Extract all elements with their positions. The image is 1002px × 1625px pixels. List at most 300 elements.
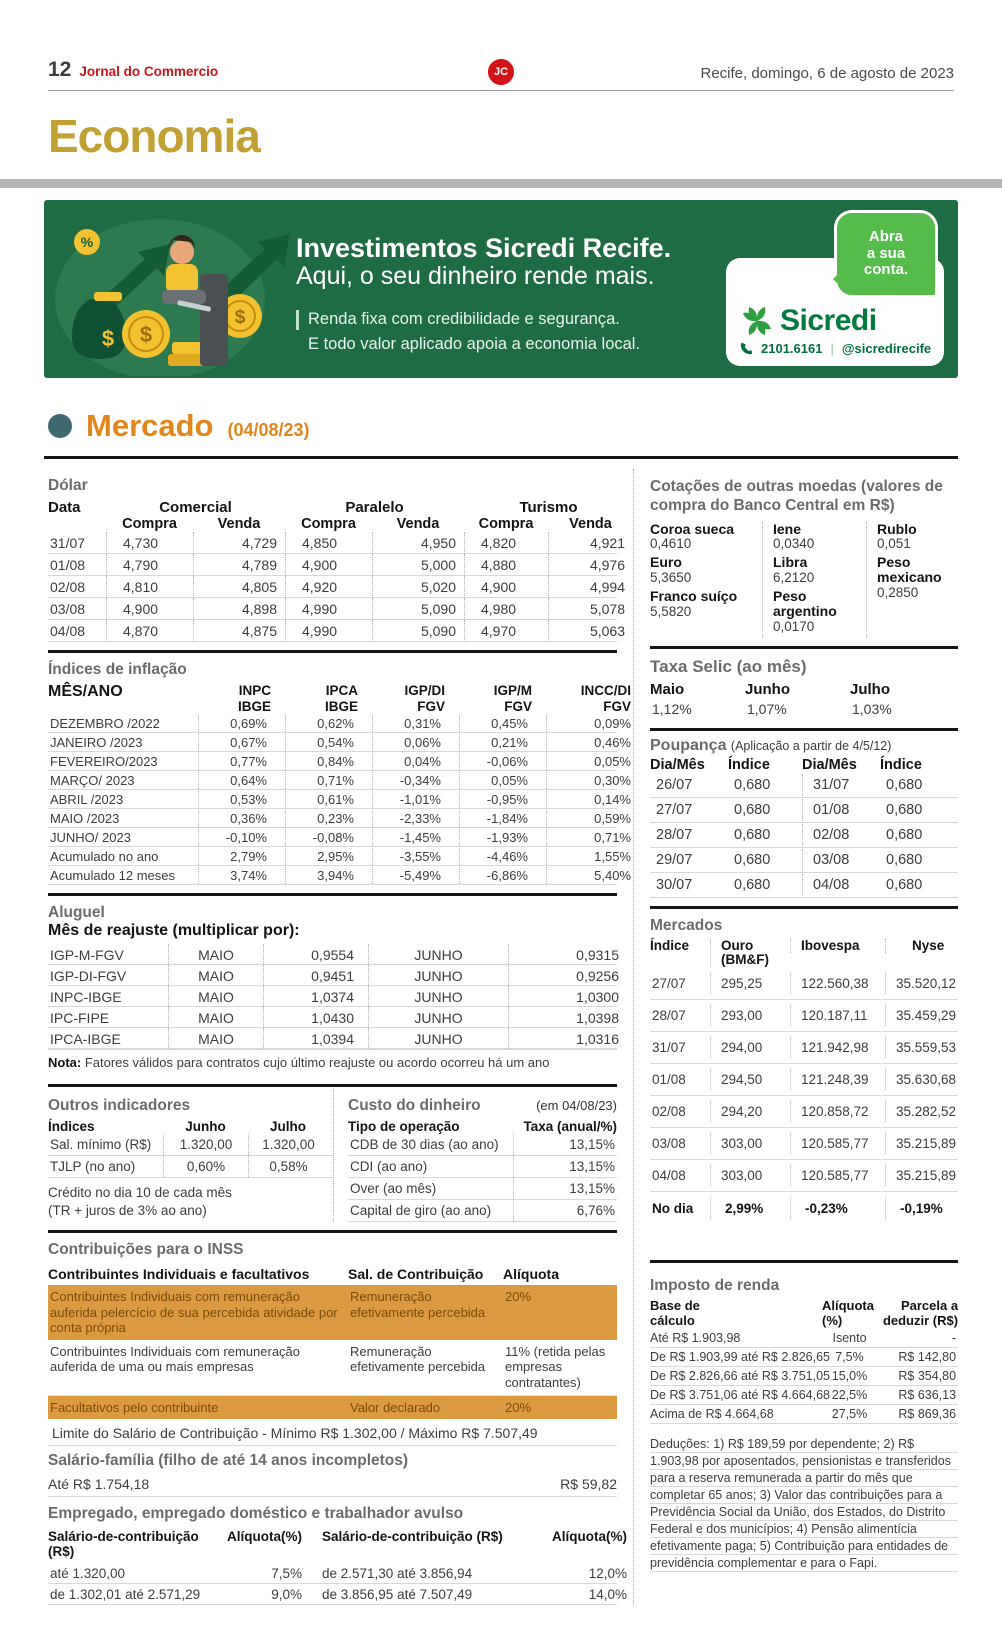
table-cell: 294,00	[710, 1037, 790, 1058]
table-cell: CDB de 30 dias (ao ano)	[350, 1137, 499, 1153]
table-cell: 7,5%	[271, 1566, 302, 1582]
table-row	[348, 1134, 617, 1156]
empregado-title: Empregado, empregado doméstico e trabalhador avulso	[48, 1505, 464, 1523]
table-cell: 35.630,68	[885, 1069, 958, 1090]
table-cell: -2,33%	[372, 810, 459, 827]
table-cell: JUNHO	[368, 986, 508, 1008]
table-cell: MARÇO/ 2023	[50, 772, 135, 788]
col-header-julho: Julho	[270, 1119, 306, 1135]
table-cell: MAIO	[168, 1028, 263, 1050]
col-header-dia-mes: Dia/Mês	[802, 756, 857, 773]
subheader-venda: Venda	[569, 516, 612, 532]
masthead-rule	[48, 90, 954, 91]
ad-line-2: E todo valor aplicado apoia a economia local.	[308, 334, 641, 353]
table-cell: JUNHO	[368, 1028, 508, 1050]
table-cell: 0,30%	[546, 772, 633, 789]
table-cell: Acumulado no ano	[50, 848, 159, 864]
subheader-compra: Compra	[478, 516, 534, 532]
table-cell: 1,0394	[263, 1028, 368, 1050]
table-row	[48, 576, 625, 598]
ad-phone[interactable]: 2101.6161	[761, 341, 823, 356]
empregado-table	[48, 1563, 627, 1605]
table-row	[650, 773, 958, 798]
table-cell: 4,790	[106, 554, 193, 576]
table-cell: 0,69%	[198, 715, 285, 732]
table-cell: -0,95%	[459, 791, 546, 808]
table-cell: 03/08	[802, 849, 880, 871]
col-header-aliquota: Alíquota (%)	[822, 1298, 874, 1329]
table-cell: -0,34%	[372, 772, 459, 789]
currency-name: Libra	[773, 554, 808, 571]
table-row	[650, 848, 958, 873]
table-cell: de 2.571,30 até 3.856,94	[322, 1566, 473, 1582]
table-cell: 0,23%	[285, 810, 372, 827]
table-cell: 12,0%	[588, 1566, 627, 1582]
table-cell: 4,730	[106, 532, 193, 554]
mercados-section	[650, 917, 958, 1225]
ad-headline: Investimentos Sicredi Recife.	[296, 233, 672, 263]
table-cell: 5,090	[372, 620, 464, 642]
table-cell: FEVEREIRO/2023	[50, 753, 158, 769]
table-cell: 27/07	[656, 801, 693, 818]
col-header-aliquota: Alíquota(%)	[227, 1529, 302, 1545]
table-cell: 35.282,52	[885, 1101, 958, 1122]
table-cell: 0,9554	[263, 944, 368, 966]
currency-value: 0,051	[877, 536, 911, 552]
outros-footnote: Crédito no dia 10 de cada mês (TR + juros de 3% ao ano)	[48, 1185, 232, 1219]
table-cell: 4,900	[285, 554, 372, 576]
currency-value: 0,2850	[877, 584, 919, 600]
table-cell: 120.585,77	[790, 1133, 885, 1154]
inss-row-highlight: Contribuintes Individuais com remuneração auferida pelercício de sua percebida atividade por conta própria Remuneração efetivamente percebida 20%	[48, 1285, 617, 1340]
page-number: 12	[48, 58, 72, 81]
table-row	[650, 1064, 958, 1096]
table-cell: 4,900	[464, 576, 548, 598]
bubble-line: a sua	[866, 244, 906, 262]
mercado-date: (04/08/23)	[227, 420, 310, 440]
table-cell: CDI (ao ano)	[350, 1159, 428, 1175]
table-row	[650, 1329, 958, 1348]
table-cell: 0,59%	[546, 810, 633, 827]
table-cell: 0,14%	[546, 791, 633, 808]
table-row	[650, 1386, 958, 1405]
ad-cta-bubble[interactable]	[834, 210, 938, 298]
salario-familia-title: Salário-família (filho de até 14 anos incompletos)	[48, 1452, 409, 1470]
col-header-julho: Julho	[850, 680, 890, 698]
inss-limite: Limite do Salário de Contribuição - Mínimo R$ 1.302,00 / Máximo R$ 7.507,49	[48, 1419, 617, 1446]
sicredi-ad[interactable]	[44, 200, 958, 378]
col-header-igpdi: IGP/DI FGV	[404, 683, 445, 714]
aluguel-table	[48, 944, 617, 1049]
table-cell: 2,79%	[198, 848, 285, 865]
table-cell: MAIO /2023	[50, 810, 120, 826]
table-cell: 4,789	[193, 554, 285, 576]
table-cell: 02/08	[50, 579, 86, 595]
custo-title: Custo do dinheiro	[348, 1097, 481, 1115]
table-row	[650, 1405, 958, 1424]
sicredi-logo	[740, 304, 877, 338]
table-cell: IGP-DI-FGV	[50, 968, 127, 985]
sicredi-wordmark: Sicredi	[780, 304, 877, 337]
aluguel-section	[48, 904, 617, 1076]
inss-section	[48, 1241, 627, 1605]
col-header-junho: Junho	[185, 1119, 226, 1135]
currency-name: Iene	[773, 520, 802, 537]
table-cell: 4,810	[106, 576, 193, 598]
mercado-title: Mercado	[86, 408, 214, 443]
moedas-column	[650, 522, 762, 638]
table-cell: 1,0300	[508, 986, 633, 1008]
table-cell: 0,05%	[459, 772, 546, 789]
table-cell: 0,9315	[508, 944, 633, 966]
col-header-indice: Índice	[728, 756, 770, 773]
table-cell: 01/08	[802, 799, 880, 821]
table-cell: 22,5%	[831, 1388, 868, 1403]
table-cell: 1,0398	[508, 1007, 633, 1029]
table-cell: JANEIRO /2023	[50, 734, 143, 750]
table-cell: 294,50	[710, 1069, 790, 1090]
table-cell: 13,15%	[513, 1156, 617, 1177]
col-header-base: Base de cálculo	[650, 1298, 700, 1329]
table-cell: INPC-IBGE	[50, 989, 122, 1006]
table-cell: 0,67%	[198, 734, 285, 751]
table-row	[650, 1128, 958, 1160]
table-cell: -4,46%	[459, 848, 546, 865]
table-cell: 4,920	[285, 576, 372, 598]
table-cell: 31/07	[652, 1040, 686, 1056]
table-cell: 4,898	[193, 598, 285, 620]
inflacao-section	[48, 661, 631, 885]
table-cell: De R$ 1.903,99 até R$ 2.826,65	[650, 1350, 830, 1365]
col-header-comercial: Comercial	[159, 499, 232, 516]
table-cell: 0,05%	[546, 753, 633, 770]
table-row	[650, 1032, 958, 1064]
col-header-indice: Índice	[650, 937, 690, 953]
table-cell: 4,880	[464, 554, 548, 576]
table-cell: 0,680	[886, 826, 923, 843]
table-cell: 1,0374	[263, 986, 368, 1008]
table-cell: 0,62%	[285, 715, 372, 732]
col-header-aliquota: Alíquota	[503, 1266, 559, 1283]
table-row	[48, 620, 625, 642]
table-row	[48, 771, 631, 790]
table-cell: 4,994	[548, 576, 633, 598]
currency-value: 5,3650	[650, 570, 692, 586]
table-cell: 35.559,53	[885, 1037, 958, 1058]
col-header-sal-contribuicao: Sal. de Contribuição	[348, 1266, 484, 1283]
table-cell: -1,01%	[372, 791, 459, 808]
jc-logo: JC	[485, 56, 517, 88]
imposto-title: Imposto de renda	[650, 1277, 780, 1295]
section-rule	[650, 906, 958, 909]
col-header-maio: Maio	[650, 680, 685, 698]
svg-text:$: $	[101, 326, 115, 351]
table-cell: -0,08%	[285, 829, 372, 846]
table-cell: 27,5%	[831, 1407, 868, 1422]
table-cell: 5,020	[372, 576, 464, 598]
inflacao-table	[48, 714, 631, 885]
table-cell: 295,25	[710, 973, 790, 994]
table-cell: 303,00	[710, 1133, 790, 1154]
table-cell: 120.858,72	[790, 1101, 885, 1122]
table-cell: -5,49%	[372, 867, 459, 884]
poupanca-table	[650, 773, 958, 898]
table-cell: 303,00	[710, 1165, 790, 1186]
col-header-nyse: Nyse	[885, 939, 958, 954]
table-row	[48, 1134, 333, 1156]
table-cell: 30/07	[656, 876, 693, 893]
table-cell: R$ 636,13	[898, 1388, 957, 1403]
mercados-no-dia-row: No dia 2,99% -0,23% -0,19%	[650, 1192, 958, 1224]
table-cell: JUNHO/ 2023	[50, 829, 131, 845]
table-cell: R$ 869,36	[898, 1407, 957, 1422]
table-cell: 5,090	[372, 598, 464, 620]
table-cell: -0,10%	[198, 829, 285, 846]
table-cell: 35.215,89	[885, 1133, 958, 1154]
table-cell: JUNHO	[368, 1007, 508, 1029]
ad-line-1: Renda fixa com credibilidade e segurança.	[308, 310, 620, 329]
table-cell: 04/08	[802, 874, 880, 896]
table-cell: 0,64%	[198, 772, 285, 789]
subheader-compra: Compra	[301, 516, 356, 532]
table-row	[650, 873, 958, 898]
table-cell: 4,850	[285, 532, 372, 554]
table-cell: -1,93%	[459, 829, 546, 846]
selic-section	[650, 657, 958, 720]
selic-value: 1,03%	[852, 700, 892, 717]
masthead	[0, 0, 1002, 91]
table-cell: 0,680	[886, 876, 923, 893]
table-cell: 5,000	[372, 554, 464, 576]
table-row	[348, 1200, 617, 1222]
table-cell: 29/07	[656, 851, 693, 868]
table-cell: -1,84%	[459, 810, 546, 827]
table-cell: 0,46%	[546, 734, 633, 751]
table-cell: IPC-FIPE	[50, 1010, 110, 1027]
selic-title: Taxa Selic (ao mês)	[650, 656, 807, 676]
table-row	[48, 1156, 333, 1178]
table-cell: 0,680	[734, 776, 771, 793]
table-row	[48, 986, 617, 1007]
bubble-line: conta.	[863, 261, 909, 279]
table-cell: 3,74%	[198, 867, 285, 884]
table-cell: 0,60%	[163, 1156, 248, 1177]
table-cell: 121.942,98	[790, 1037, 885, 1058]
mercados-title: Mercados	[650, 916, 723, 934]
table-cell: 4,980	[464, 598, 548, 620]
table-cell: MAIO	[168, 965, 263, 987]
table-cell: 0,680	[886, 801, 923, 818]
table-row	[48, 532, 625, 554]
table-cell: 0,09%	[546, 715, 633, 732]
currency-value: 6,2120	[773, 570, 815, 586]
table-row	[48, 1007, 617, 1028]
col-header-parcela: Parcela a deduzir (R$)	[882, 1298, 959, 1329]
table-cell: até 1.320,00	[50, 1566, 126, 1582]
subheader-venda: Venda	[217, 516, 261, 532]
table-cell: 27/07	[652, 976, 686, 992]
indicadores-custo-section	[48, 1089, 617, 1222]
currency-name: Peso argentino	[773, 588, 837, 619]
table-row	[650, 1160, 958, 1192]
table-row	[48, 752, 631, 771]
poupanca-title: Poupança (Aplicação a partir de 4/5/12)	[650, 736, 892, 754]
col-header-ouro: Ouro (BM&F)	[710, 939, 774, 969]
col-header-dia-mes: Dia/Mês	[650, 756, 705, 773]
table-cell: MAIO	[168, 1007, 263, 1029]
table-row	[650, 823, 958, 848]
table-row	[348, 1156, 617, 1178]
table-cell: 0,04%	[372, 753, 459, 770]
table-cell: 03/08	[652, 1136, 686, 1152]
table-cell: 26/07	[656, 776, 693, 793]
deducoes-note: Deduções: 1) R$ 189,59 por dependente; 2) R$ 1.903,98 por aposentados, pensionistas e transferidos para a reserva remunerada a partir do mês que completar 65 anos; 3) Valor das contribuições para a Previdência Social da União, dos Estados, do Distrito Federal e dos municípios; 4) Pensão alimentícia efetivamente paga; 5) Contribuição para entidades de previdência complementar e para o Fapi.	[650, 1436, 958, 1572]
ad-separator: |	[830, 341, 834, 356]
table-row	[48, 714, 631, 733]
table-cell: 4,805	[193, 576, 285, 598]
table-row	[650, 1096, 958, 1128]
table-row	[48, 847, 631, 866]
table-cell: 7,5%	[835, 1350, 864, 1365]
table-cell: 293,00	[710, 1005, 790, 1026]
currency-value: 0,0170	[773, 618, 815, 634]
col-header-data: Data	[48, 499, 81, 516]
table-cell: 0,21%	[459, 734, 546, 751]
table-cell: -6,86%	[459, 867, 546, 884]
table-cell: 0,45%	[459, 715, 546, 732]
ad-social-handle[interactable]: @sicredirecife	[841, 341, 932, 356]
newspaper-name: Jornal do Commercio	[79, 64, 219, 79]
table-cell: De R$ 3.751,06 até R$ 4.664,68	[650, 1388, 830, 1403]
table-cell: Acima de R$ 4.664,68	[650, 1407, 774, 1422]
table-cell: Acumulado 12 meses	[50, 867, 176, 883]
section-title: Economia	[48, 110, 260, 162]
table-cell: Sal. mínimo (R$)	[50, 1137, 152, 1153]
table-row	[48, 965, 617, 986]
table-row	[650, 1000, 958, 1032]
table-cell: IGP-M-FGV	[50, 947, 124, 964]
selic-value: 1,07%	[747, 700, 787, 717]
table-cell: Até R$ 1.903,98	[650, 1331, 741, 1346]
table-cell: 294,20	[710, 1101, 790, 1122]
salario-familia-row: Até R$ 1.754,18 R$ 59,82	[48, 1474, 617, 1497]
sicredi-pinwheel-icon	[740, 304, 774, 338]
table-cell: 03/08	[50, 601, 86, 617]
custo-table	[348, 1134, 617, 1222]
table-cell: De R$ 2.826,66 até R$ 3.751,05	[650, 1369, 830, 1384]
col-header-taxa: Taxa (anual/%)	[523, 1119, 617, 1135]
svg-text:%: %	[80, 234, 94, 250]
ad-illustration	[50, 204, 295, 376]
table-cell: 1.320,00	[248, 1134, 328, 1155]
table-cell: 01/08	[652, 1072, 686, 1088]
table-row	[48, 598, 625, 620]
table-cell: Over (ao mês)	[350, 1181, 437, 1197]
col-header-indices: Índices	[48, 1119, 95, 1135]
mercado-header	[0, 378, 1002, 454]
table-cell: 120.187,11	[790, 1005, 885, 1026]
table-cell: TJLP (no ano)	[50, 1159, 136, 1175]
table-row	[48, 809, 631, 828]
table-cell: 5,063	[548, 620, 633, 642]
aluguel-title: Aluguel	[48, 904, 105, 922]
section-rule	[650, 1260, 958, 1263]
table-row	[650, 968, 958, 1000]
currency-value: 0,4610	[650, 536, 692, 552]
inss-row: Contribuintes Individuais com remuneração auferida de uma ou mais empresas Remuneração efetivamente percebida 11% (retida pelas empresas contratantes)	[48, 1340, 617, 1396]
ad-subheadline: Aqui, o seu dinheiro rende mais.	[296, 262, 655, 291]
table-cell: 0,9451	[263, 965, 368, 987]
table-cell: 0,77%	[198, 753, 285, 770]
phone-icon	[740, 342, 753, 355]
table-cell: 0,06%	[372, 734, 459, 751]
table-cell: 0,680	[886, 776, 923, 793]
custo-do-dinheiro	[333, 1089, 617, 1222]
moedas-column	[762, 522, 866, 638]
table-cell: 13,15%	[513, 1178, 617, 1199]
table-cell: 0,680	[734, 851, 771, 868]
col-header-contribuintes: Contribuintes Individuais e facultativos	[48, 1266, 310, 1283]
table-cell: 4,875	[193, 620, 285, 642]
currency-name: Rublo	[877, 520, 917, 537]
svg-text:$: $	[139, 322, 153, 347]
table-cell: 0,53%	[198, 791, 285, 808]
imposto-table	[650, 1329, 958, 1424]
table-cell: Isento	[832, 1331, 867, 1346]
moedas-section	[650, 477, 958, 638]
col-header-ipca: IPCA IBGE	[324, 683, 358, 714]
table-cell: 35.459,29	[885, 1005, 958, 1026]
table-cell: 5,078	[548, 598, 633, 620]
section-rule	[650, 646, 958, 649]
col-header-turismo: Turismo	[519, 499, 578, 516]
table-cell: 0,31%	[372, 715, 459, 732]
section-rule	[48, 650, 617, 653]
table-cell: 31/07	[802, 774, 880, 796]
col-header-igpm: IGP/M FGV	[493, 683, 532, 714]
col-header-inpc: INPC IBGE	[237, 683, 271, 714]
table-cell: 35.520,12	[885, 973, 958, 994]
table-cell: JUNHO	[368, 944, 508, 966]
table-cell: 0,680	[734, 876, 771, 893]
table-row	[48, 1028, 617, 1049]
table-cell: 4,990	[285, 620, 372, 642]
table-cell: 0,71%	[285, 772, 372, 789]
col-header-indice: Índice	[880, 756, 922, 773]
table-cell: 13,15%	[513, 1134, 617, 1155]
col-header-salario-contrib: Salário-de-contribuição (R$)	[322, 1529, 503, 1545]
bullet-circle-icon	[48, 414, 72, 438]
table-cell: MAIO	[168, 944, 263, 966]
dateline: Recife, domingo, 6 de agosto de 2023	[700, 65, 954, 82]
table-cell: 122.560,38	[790, 973, 885, 994]
subheader-compra: Compra	[122, 516, 177, 532]
aluguel-subtitle: Mês de reajuste (multiplicar por):	[48, 922, 300, 940]
currency-name: Franco suíço	[650, 588, 738, 605]
table-cell: 0,84%	[285, 753, 372, 770]
table-cell: 4,900	[106, 598, 193, 620]
table-row	[48, 1563, 627, 1584]
table-cell: 1,0316	[508, 1028, 633, 1050]
table-row	[48, 944, 617, 965]
table-cell: 0,680	[734, 801, 771, 818]
table-row	[48, 733, 631, 752]
table-cell: R$ 142,80	[898, 1350, 957, 1365]
table-cell: 6,76%	[513, 1200, 617, 1221]
table-cell: 1.320,00	[163, 1134, 248, 1155]
table-cell: 3,94%	[285, 867, 372, 884]
table-cell: MAIO	[168, 986, 263, 1008]
